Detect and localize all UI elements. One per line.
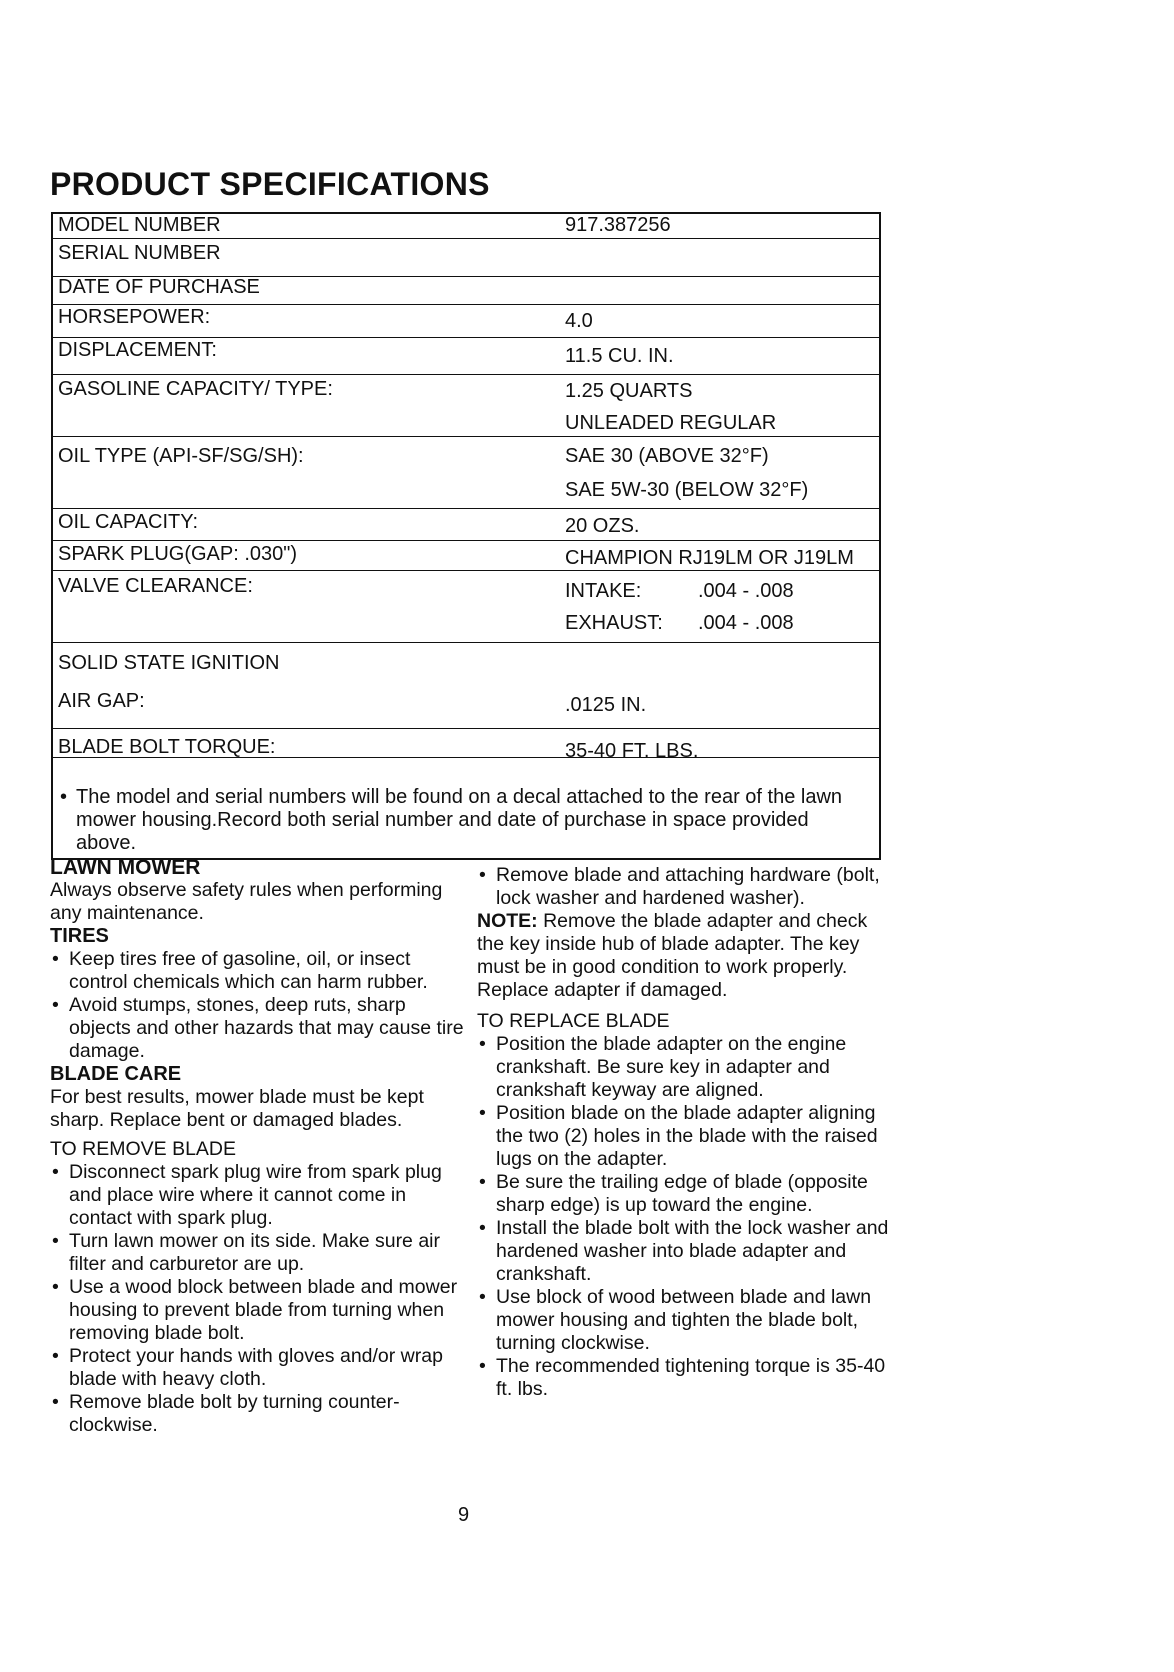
spec-row-valve-clearance xyxy=(53,570,879,643)
spec-row-oil-type xyxy=(53,436,879,509)
list-item: • Position blade on the blade adapter aligning the two (2) holes in the blade with the raised lugs on the adapter. xyxy=(477,1102,897,1171)
spec-row-serial-number xyxy=(53,238,879,277)
list-item: • Turn lawn mower on its side. Make sure air filter and carburetor are up. xyxy=(50,1230,470,1276)
lawn-mower-text: Always observe safety rules when performing any maintenance. xyxy=(50,879,443,924)
spec-value: 917.387256 xyxy=(565,214,671,236)
lawn-mower-heading: LAWN MOWER xyxy=(50,856,201,879)
spec-row-model-number xyxy=(53,214,879,239)
spec-value: 4.0 xyxy=(565,310,593,332)
spec-row-horsepower xyxy=(53,304,879,338)
valve-intake-value: .004 - .008 xyxy=(698,580,794,602)
spec-label: DISPLACEMENT: xyxy=(58,339,217,361)
serial-number-note xyxy=(60,786,869,855)
blade-care-text: For best results, mower blade must be kept sharp. Replace bent or damaged blades. xyxy=(50,1086,424,1131)
page-title: PRODUCT SPECIFICATIONS xyxy=(50,166,490,202)
spec-row-blade-bolt-torque xyxy=(53,728,879,764)
list-item: • Use a wood block between blade and mower housing to prevent blade from turning when removing blade bolt. xyxy=(50,1276,470,1345)
spec-row-ignition xyxy=(53,642,879,729)
spec-value: .0125 IN. xyxy=(565,694,647,716)
spec-row-date-of-purchase xyxy=(53,276,879,305)
spec-row-oil-capacity xyxy=(53,508,879,541)
spec-value: 1.25 QUARTS xyxy=(565,380,693,402)
note-paragraph xyxy=(477,910,897,1002)
spec-row-displacement xyxy=(53,337,879,375)
spec-label: DATE OF PURCHASE xyxy=(58,276,260,298)
valve-exhaust-value: .004 - .008 xyxy=(698,612,794,634)
left-column xyxy=(50,856,470,1437)
spec-row-gasoline xyxy=(53,374,879,437)
specifications-table xyxy=(51,212,881,860)
right-column xyxy=(477,864,897,1401)
spec-value: 11.5 CU. IN. xyxy=(565,345,674,367)
valve-exhaust-label: EXHAUST: xyxy=(565,612,663,634)
spec-value: 20 OZS. xyxy=(565,515,640,537)
list-item: • Use block of wood between blade and lawn mower housing and tighten the blade bolt, turning clockwise. xyxy=(477,1286,897,1355)
spec-label: OIL TYPE (API-SF/SG/SH): xyxy=(58,445,304,467)
list-item: • Disconnect spark plug wire from spark plug and place wire where it cannot come in contact with spark plug. xyxy=(50,1161,470,1230)
tires-heading: TIRES xyxy=(50,925,109,947)
spec-value: UNLEADED REGULAR xyxy=(565,412,777,434)
replace-blade-list xyxy=(477,1033,897,1401)
valve-intake-label: INTAKE: xyxy=(565,580,642,602)
remove-blade-list xyxy=(50,1161,470,1437)
spec-label: GASOLINE CAPACITY/ TYPE: xyxy=(58,378,333,400)
spec-label: BLADE BOLT TORQUE: xyxy=(58,736,276,758)
page-number: 9 xyxy=(458,1504,470,1526)
note-text: Remove the blade adapter and check the key inside hub of blade adapter. The key must be in good condition to work properly. Replace adapter if damaged. xyxy=(477,910,868,1001)
tires-list xyxy=(50,948,470,1063)
spec-label: AIR GAP: xyxy=(58,690,145,712)
bullet: • xyxy=(60,786,68,808)
list-item: • Install the blade bolt with the lock washer and hardened washer into blade adapter and crankshaft. xyxy=(477,1217,897,1286)
list-item: • Remove blade bolt by turning counter- clockwise. xyxy=(50,1391,470,1437)
list-item: • Protect your hands with gloves and/or wrap blade with heavy cloth. xyxy=(50,1345,470,1391)
spec-label: SOLID STATE IGNITION xyxy=(58,652,280,674)
blade-care-heading: BLADE CARE xyxy=(50,1063,182,1085)
spec-value: SAE 5W-30 (BELOW 32°F) xyxy=(565,479,809,501)
list-item: • Avoid stumps, stones, deep ruts, sharp objects and other hazards that may cause tire damage. xyxy=(50,994,470,1063)
spec-label: MODEL NUMBER xyxy=(58,214,221,236)
spec-label: SPARK PLUG(GAP: .030") xyxy=(58,543,298,565)
list-item: • Position the blade adapter on the engine crankshaft. Be sure key in adapter and crankshaft keyway are aligned. xyxy=(477,1033,897,1102)
spec-row-spark-plug xyxy=(53,540,879,571)
spec-value: 35-40 FT. LBS. xyxy=(565,740,699,762)
list-item: • The recommended tightening torque is 35-40 ft. lbs. xyxy=(477,1355,897,1401)
list-item: • Be sure the trailing edge of blade (opposite sharp edge) is up toward the engine. xyxy=(477,1171,897,1217)
spec-value: SAE 30 (ABOVE 32°F) xyxy=(565,445,769,467)
spec-label: HORSEPOWER: xyxy=(58,306,211,328)
note-text: The model and serial numbers will be found on a decal attached to the rear of the lawn mower housing.Record both serial number and date of purchase in space provided above. xyxy=(76,786,843,854)
replace-blade-heading: TO REPLACE BLADE xyxy=(477,1010,670,1032)
note-label: NOTE: xyxy=(477,910,538,932)
remove-blade-list-continued xyxy=(477,864,897,910)
spec-label: SERIAL NUMBER xyxy=(58,242,221,264)
divider xyxy=(53,757,879,758)
spec-label: VALVE CLEARANCE: xyxy=(58,575,253,597)
spec-value: CHAMPION RJ19LM OR J19LM xyxy=(565,547,854,569)
remove-blade-heading: TO REMOVE BLADE xyxy=(50,1138,237,1160)
list-item: • Keep tires free of gasoline, oil, or insect control chemicals which can harm rubber. xyxy=(50,948,470,994)
list-item: • Remove blade and attaching hardware (bolt, lock washer and hardened washer). xyxy=(477,864,897,910)
spec-label: OIL CAPACITY: xyxy=(58,511,199,533)
